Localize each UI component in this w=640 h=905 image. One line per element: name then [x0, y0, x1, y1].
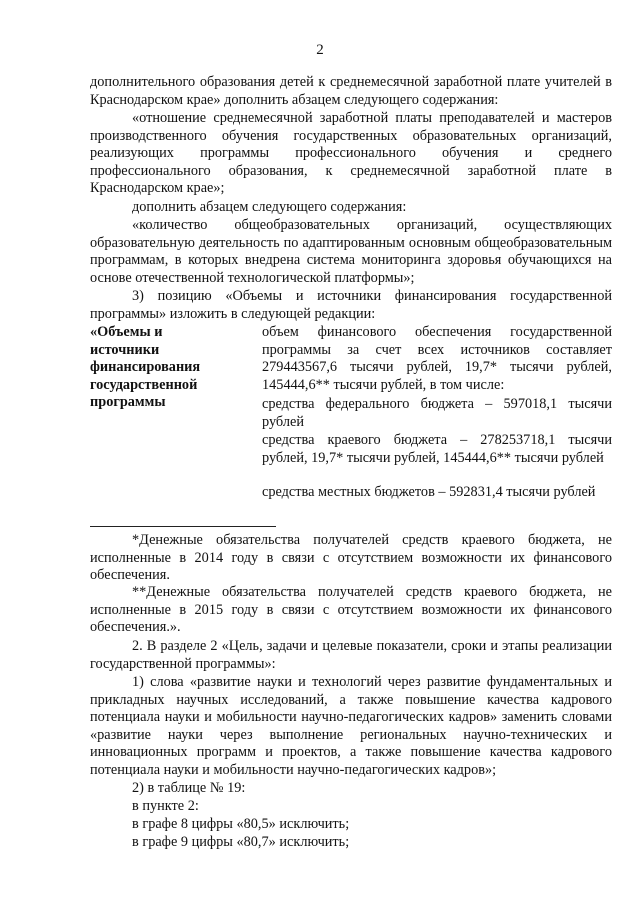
footnote-1: *Денежные обязательства получателей средств краевого бюджета, не исполненные в 2014 году в связи с отсутствием возможности их финансового обеспечения. [90, 532, 612, 584]
table-value-regional: средства краевого бюджета – 278253718,1 тысячи рублей, 19,7* тысячи рублей, 145444,6** тысячи рублей [262, 432, 612, 466]
section2-item-1: 1) слова «развитие науки и технологий через развитие фундаментальных и прикладных научных исследований, а также повышение качества кадрового потенциала науки и мобильности научно-педагогических кадров» заменить словами «развитие науки через выполнение региональных научно-технических и инновационных программ и проектов, а также повышение качества кадрового потенциала науки и мобильности научно-педагогических кадров»; [90, 674, 612, 778]
table-value-federal: средства федерального бюджета – 597018,1 тысячи рублей [262, 396, 612, 430]
paragraph-continuation: дополнительного образования детей к среднемесячной заработной плате учителей в Краснодарском крае» дополнить абзацем следующего содержания: [90, 74, 612, 108]
section2-item-2: 2) в таблице № 19: [132, 780, 246, 796]
paragraph-add-abzac: дополнить абзацем следующего содержания: [132, 199, 407, 215]
page-number: 2 [316, 42, 324, 58]
table-value-local: средства местных бюджетов – 592831,4 тысячи рублей [262, 484, 596, 500]
footnote-2: **Денежные обязательства получателей средств краевого бюджета, не исполненные в 2015 году в связи с отсутствием возможности их финансового обеспечения.». [90, 584, 612, 636]
section2-column-8: в графе 8 цифры «80,5» исключить; [132, 816, 350, 832]
table-value-total: объем финансового обеспечения государственной программы за счет всех источников составляет 279443567,6 тысячи рублей, 19,7* тысячи рублей, 145444,6** тысячи рублей, в том числе: [262, 324, 612, 393]
table-label-funding: «Объемы и источники финансирования государственной программы [90, 324, 201, 411]
section2-column-9: в графе 9 цифры «80,7» исключить; [132, 834, 350, 850]
paragraph-position-3: 3) позицию «Объемы и источники финансирования государственной программы» изложить в следующей редакции: [90, 288, 612, 322]
footnote-separator [90, 526, 276, 527]
section2-intro: 2. В разделе 2 «Цель, задачи и целевые показатели, сроки и этапы реализации государственной программы»: [90, 638, 612, 672]
paragraph-count-indicator: «количество общеобразовательных организаций, осуществляющих образовательную деятельность по адаптированным основным общеобразовательным программам, в которых внедрена система мониторинга здоровья обучающихся на основе отечественной технологической платформы»; [90, 217, 612, 286]
section2-point-2: в пункте 2: [132, 798, 199, 814]
paragraph-ratio-indicator: «отношение среднемесячной заработной платы преподавателей и мастеров производственного обучения государственных образовательных организаций, реализующих программы профессионального обучения и среднего профессионального образования, к среднемесячной заработной плате в Краснодарском крае»; [90, 110, 612, 197]
